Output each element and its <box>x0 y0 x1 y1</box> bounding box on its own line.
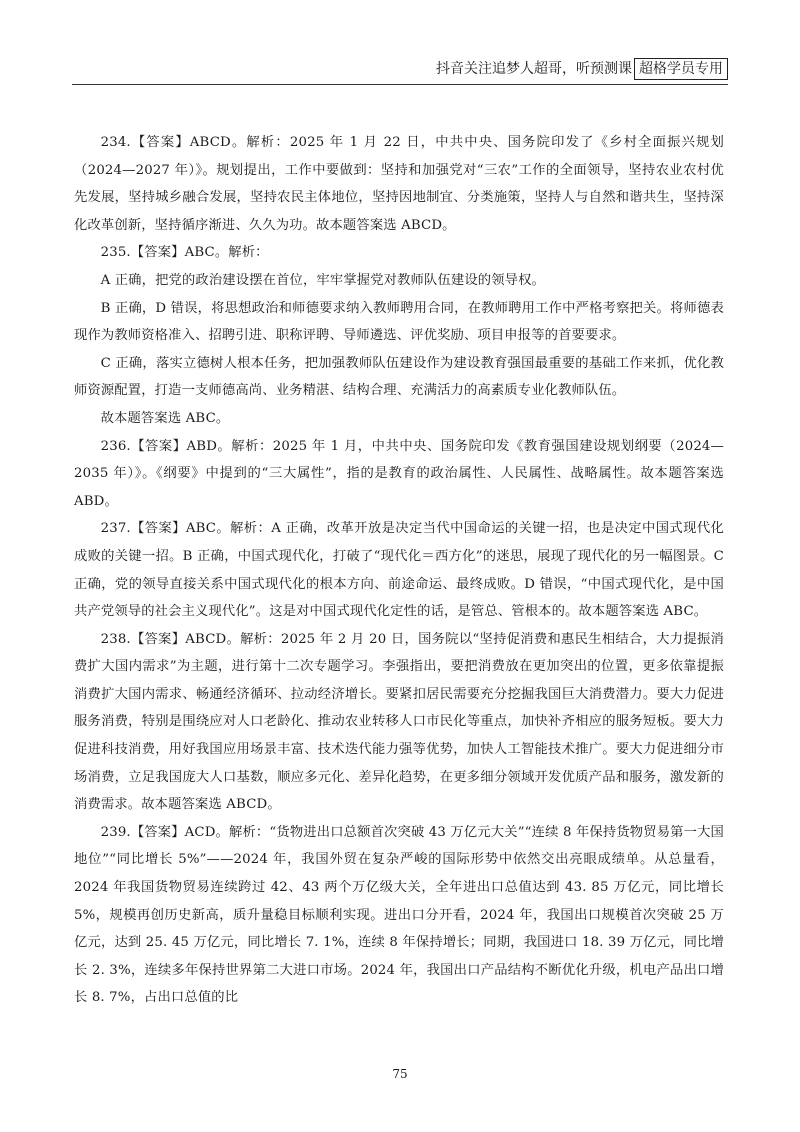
paragraph-239: 239.【答案】ACD。解析：“货物进出口总额首次突破 43 万亿元大关”“连续 8 年保持货物贸易第一大国地位”“同比增长 5%”——2024 年，我国外贸在复杂严峻的国际形势中依然交出亮眼成绩单。从总量看，2024 年我国货物贸易连续跨过 42、43 两个万亿级大关，全年进出口总值达到 43. 85 万亿元，同比增长 5%，规模再创历史新高，质升量稳目标顺利实现。进出口分开看，2024 年，我国出口规模首次突破 25 万亿元，达到 25. 45 万亿元，同比增长 7. 1%，连续 8 年保持增长；同期，我国进口 18. 39 万亿元，同比增长 2. 3%，连续多年保持世界第二大进口市场。2024 年，我国出口产品结构不断优化升级，机电产品出口增长 8. 7%，占出口总值的比 <box>74 824 724 1006</box>
paragraph-238: 238.【答案】ABCD。解析：2025 年 2 月 20 日，国务院以“坚持促消费和惠民生相结合，大力提振消费扩大国内需求”为主题，进行第十二次专题学习。李强指出，要把消费放在更加突出的位置，更多依靠提振消费扩大国内需求、畅通经济循环、拉动经济增长。要紧扣居民需要充分挖掘我国巨大消费潜力。要大力促进服务消费，特别是围绕应对人口老龄化、推动农业转移人口市民化等重点，加快补齐相应的服务短板。要大力促进科技消费，用好我国应用场景丰富、技术迭代能力强等优势，加快人工智能技术推广。要大力促进细分市场消费，立足我国庞大人口基数，顺应多元化、差异化趋势，在更多细分领域开发优质产品和服务，激发新的消费需求。故本题答案选 ABCD。 <box>74 631 724 813</box>
paragraph-237: 237.【答案】ABC。解析：A 正确，改革开放是决定当代中国命运的关键一招，也是决定中国式现代化成败的关键一招。B 正确，中国式现代化，打破了“现代化＝西方化”的迷思，展现了现代化的另一幅图景。C 正确，党的领导直接关系中国式现代化的根本方向、前途命运、最终成败。D 错误，“中国式现代化，是中国共产党领导的社会主义现代化”。这是对中国式现代化定性的话，是管总、管根本的。故本题答案选 ABC。 <box>74 521 724 620</box>
paragraph-234: 234.【答案】ABCD。解析：2025 年 1 月 22 日，中共中央、国务院印发了《乡村全面振兴规划（2024—2027 年）》。规划提出，工作中要做到：坚持和加强党对“三农”工作的全面领导，坚持农业农村优先发展，坚持城乡融合发展，坚持农民主体地位，坚持因地制宜、分类施策，坚持人与自然和谐共生，坚持深化改革创新，坚持循序渐进、久久为功。故本题答案选 ABCD。 <box>74 135 724 233</box>
header-divider <box>72 84 728 85</box>
paragraph-235: 235.【答案】ABC。解析： <box>100 245 269 261</box>
paragraph-235-a: A 正确，把党的政治建设摆在首位，牢牢掌握党对教师队伍建设的领导权。 <box>100 272 546 288</box>
paragraph-235-conclusion: 故本题答案选 ABC。 <box>100 410 230 426</box>
paragraph-236: 236.【答案】ABD。解析：2025 年 1 月，中共中央、国务院印发《教育强国建设规划纲要（2024—2035 年）》。《纲要》中提到的“三大属性”，指的是教育的政治属性、人民属性、战略属性。故本题答案选 ABD。 <box>74 438 724 509</box>
answer-explanations <box>74 129 724 1012</box>
page-number: 75 <box>392 1067 408 1081</box>
page-header <box>436 58 728 80</box>
paragraph-235-bd: B 正确，D 错误，将思想政治和师德要求纳入教师聘用合同，在教师聘用工作中严格考察把关。将师德表现作为教师资格准入、招聘引进、职称评聘、导师遴选、评优奖励、项目申报等的首要要求。 <box>74 300 724 344</box>
header-boxed-label: 超格学员专用 <box>634 58 728 80</box>
header-text: 抖音关注追梦人超哥，听预测课 <box>436 61 632 77</box>
paragraph-235-c: C 正确，落实立德树人根本任务，把加强教师队伍建设作为建设教育强国最重要的基础工作来抓，优化教师资源配置，打造一支师德高尚、业务精湛、结构合理、充满活力的高素质专业化教师队伍。 <box>74 355 724 399</box>
